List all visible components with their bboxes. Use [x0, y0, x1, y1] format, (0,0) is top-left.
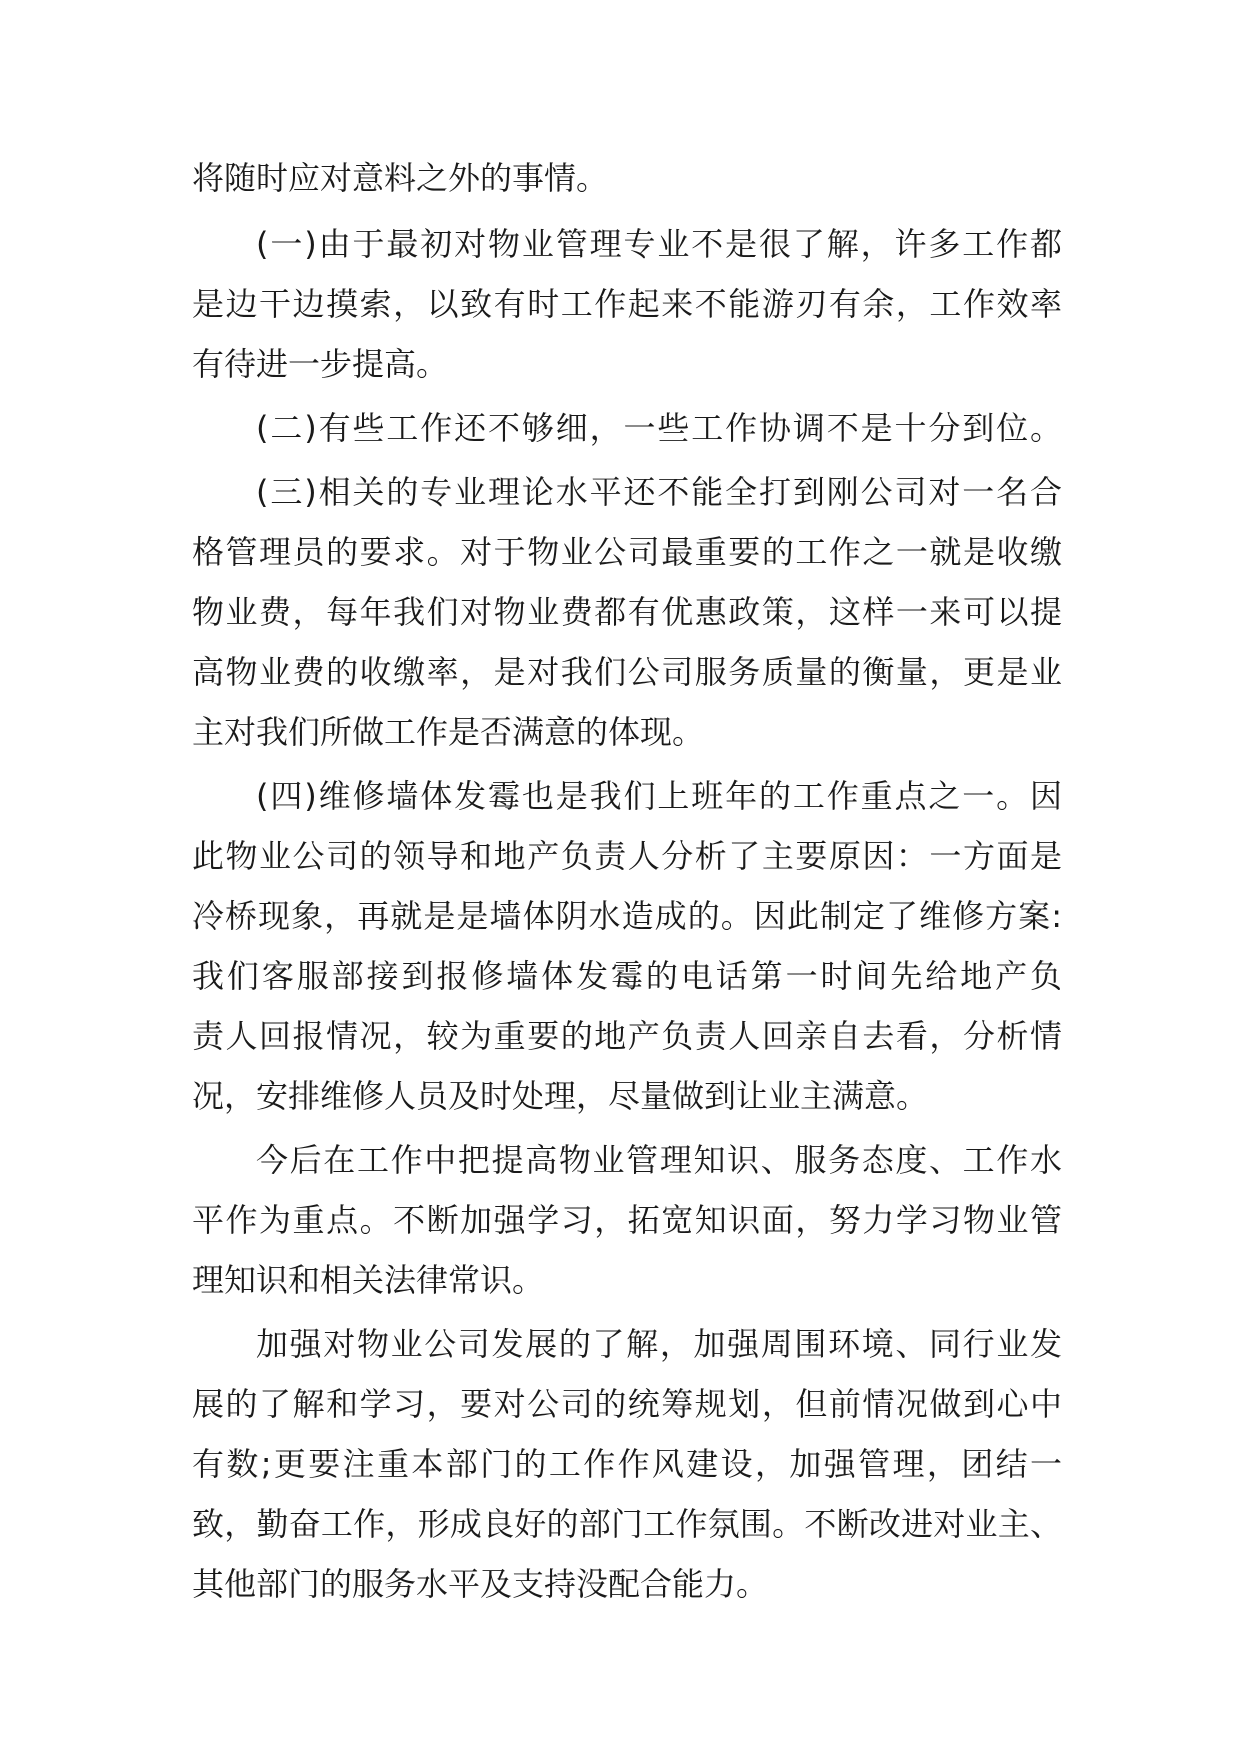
- text-line: (一)由于最初对物业管理专业不是很了解，许多工作都: [256, 225, 1062, 263]
- text-line: 格管理员的要求。对于物业公司最重要的工作之一就是收缴: [192, 533, 1062, 571]
- paragraph-item-3: [192, 462, 1062, 762]
- text-line: (三)相关的专业理论水平还不能全打到刚公司对一名合: [256, 473, 1062, 511]
- text-line: 致，勤奋工作，形成良好的部门工作氛围。不断改进对业主、: [192, 1505, 1062, 1543]
- paragraph-item-1: [192, 214, 1062, 394]
- text-line: 冷桥现象，再就是是墙体阴水造成的。因此制定了维修方案:: [192, 897, 1062, 935]
- text-line: 今后在工作中把提高物业管理知识、服务态度、工作水: [256, 1141, 1062, 1179]
- paragraph-item-2: [192, 398, 1062, 458]
- paragraph-plan-2: [192, 1314, 1062, 1614]
- text-line: 是边干边摸索，以致有时工作起来不能游刃有余，工作效率: [192, 285, 1062, 323]
- text-line: 加强对物业公司发展的了解，加强周围环境、同行业发: [256, 1325, 1062, 1363]
- text-line: 主对我们所做工作是否满意的体现。: [192, 713, 705, 751]
- text-line: 有待进一步提高。: [192, 345, 449, 383]
- text-line: (二)有些工作还不够细，一些工作协调不是十分到位。: [256, 409, 1062, 447]
- text-line: 责人回报情况，较为重要的地产负责人回亲自去看，分析情: [192, 1017, 1062, 1055]
- text-line: 平作为重点。不断加强学习，拓宽知识面，努力学习物业管: [192, 1201, 1062, 1239]
- text-line: 况，安排维修人员及时处理，尽量做到让业主满意。: [192, 1077, 929, 1115]
- text-line: 将随时应对意料之外的事情。: [192, 159, 609, 197]
- text-line: (四)维修墙体发霉也是我们上班年的工作重点之一。因: [256, 777, 1062, 815]
- text-line: 理知识和相关法律常识。: [192, 1261, 545, 1299]
- text-line: 有数;更要注重本部门的工作作风建设，加强管理，团结一: [192, 1445, 1062, 1483]
- paragraph-plan-1: [192, 1130, 1062, 1310]
- paragraph-intro-tail: [192, 148, 1062, 208]
- text-line: 高物业费的收缴率，是对我们公司服务质量的衡量，更是业: [192, 653, 1062, 691]
- document-body: [192, 148, 1062, 1618]
- paragraph-item-4: [192, 766, 1062, 1126]
- text-line: 其他部门的服务水平及支持没配合能力。: [192, 1565, 769, 1603]
- text-line: 我们客服部接到报修墙体发霉的电话第一时间先给地产负: [192, 957, 1062, 995]
- text-line: 展的了解和学习，要对公司的统筹规划，但前情况做到心中: [192, 1385, 1062, 1423]
- text-line: 物业费，每年我们对物业费都有优惠政策，这样一来可以提: [192, 593, 1062, 631]
- text-line: 此物业公司的领导和地产负责人分析了主要原因：一方面是: [192, 837, 1062, 875]
